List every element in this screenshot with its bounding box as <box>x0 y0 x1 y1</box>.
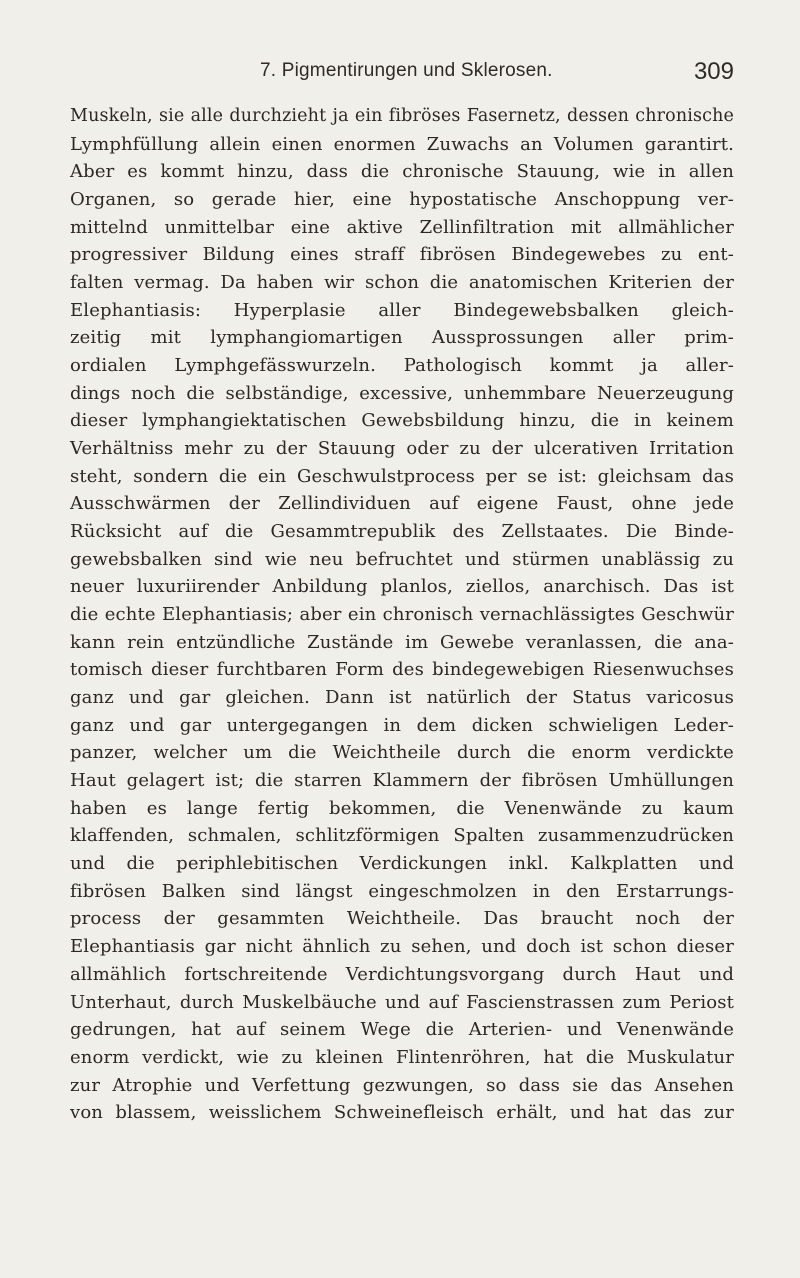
text-line: kann rein entzündliche Zustände im Gewebe veranlassen, die ana- <box>70 631 734 653</box>
text-line: klaffenden, schmalen, schlitzförmigen Spalten zusammenzudrücken <box>70 825 734 847</box>
text-line: allmählich fortschreitende Verdichtungsvorgang durch Haut und <box>70 963 734 985</box>
text-line: dieser lymphangiektatischen Gewebsbildung hinzu, die in keinem <box>70 410 734 432</box>
text-line: process der gesammten Weichtheile. Das braucht noch der <box>70 908 734 930</box>
text-line: mittelnd unmittelbar eine aktive Zellinfiltration mit allmählicher <box>70 216 734 238</box>
text-line: und die periphlebitischen Verdickungen inkl. Kalkplatten und <box>70 853 734 875</box>
text-line: progressiver Bildung eines straff fibrösen Bindegewebes zu ent- <box>70 244 734 266</box>
text-line: zeitig mit lymphangiomartigen Aussprossungen aller prim- <box>70 327 734 349</box>
text-line: Elephantiasis: Hyperplasie aller Bindegewebsbalken gleich- <box>70 299 734 321</box>
text-line: dings noch die selbständige, excessive, unhemmbare Neuerzeugung <box>70 382 734 404</box>
text-line: tomisch dieser furchtbaren Form des bindegewebigen Riesenwuchses <box>70 659 734 681</box>
chapter-title: 7. Pigmentirungen und Sklerosen. <box>260 60 553 81</box>
text-line: Lymphfüllung allein einen enormen Zuwachs an Volumen garantirt. <box>70 133 734 155</box>
text-line: Verhältniss mehr zu der Stauung oder zu der ulcerativen Irritation <box>70 438 734 460</box>
text-line: Ausschwärmen der Zellindividuen auf eigene Faust, ohne jede <box>70 493 734 515</box>
text-line: neuer luxuriirender Anbildung planlos, ziellos, anarchisch. Das ist <box>70 576 734 598</box>
text-line: gewebsbalken sind wie neu befruchtet und stürmen unablässig zu <box>70 548 734 570</box>
text-line: fibrösen Balken sind längst eingeschmolzen in den Erstarrungs- <box>70 880 734 902</box>
text-line: von blassem, weisslichem Schweinefleisch erhält, und hat das zur <box>70 1102 734 1124</box>
text-line: Rücksicht auf die Gesammtrepublik des Zellstaates. Die Binde- <box>70 521 734 543</box>
text-line: ordialen Lymphgefässwurzeln. Pathologisch kommt ja aller- <box>70 355 734 377</box>
text-line: die echte Elephantiasis; aber ein chronisch vernachlässigtes Geschwür <box>70 604 734 626</box>
text-line: Unterhaut, durch Muskelbäuche und auf Fascienstrassen zum Periost <box>70 991 734 1013</box>
text-line: gedrungen, hat auf seinem Wege die Arterien- und Venenwände <box>70 1019 734 1041</box>
text-line: zur Atrophie und Verfettung gezwungen, so dass sie das Ansehen <box>70 1074 734 1096</box>
page-number: 309 <box>693 58 734 85</box>
text-line: Haut gelagert ist; die starren Klammern der fibrösen Umhüllungen <box>70 770 734 792</box>
text-line: Elephantiasis gar nicht ähnlich zu sehen, und doch ist schon dieser <box>70 936 734 958</box>
text-line: enorm verdickt, wie zu kleinen Flintenröhren, hat die Muskulatur <box>70 1046 734 1068</box>
text-line: falten vermag. Da haben wir schon die anatomischen Kriterien der <box>70 272 734 294</box>
text-line: Muskeln, sie alle durchzieht ja ein fibröses Fasernetz, dessen chronische <box>70 106 734 126</box>
text-line: Organen, so gerade hier, eine hypostatische Anschoppung ver- <box>70 189 734 211</box>
text-line: Aber es kommt hinzu, dass die chronische Stauung, wie in allen <box>70 161 734 183</box>
running-header <box>70 60 734 90</box>
text-line: ganz und gar untergegangen in dem dicken schwieligen Leder- <box>70 714 734 736</box>
text-line: haben es lange fertig bekommen, die Venenwände zu kaum <box>70 797 734 819</box>
text-line: steht, sondern die ein Geschwulstprocess per se ist: gleichsam das <box>70 465 734 487</box>
text-line: panzer, welcher um die Weichtheile durch die enorm verdickte <box>70 742 734 764</box>
body-text <box>70 103 734 1127</box>
text-line: ganz und gar gleichen. Dann ist natürlich der Status varicosus <box>70 687 734 709</box>
